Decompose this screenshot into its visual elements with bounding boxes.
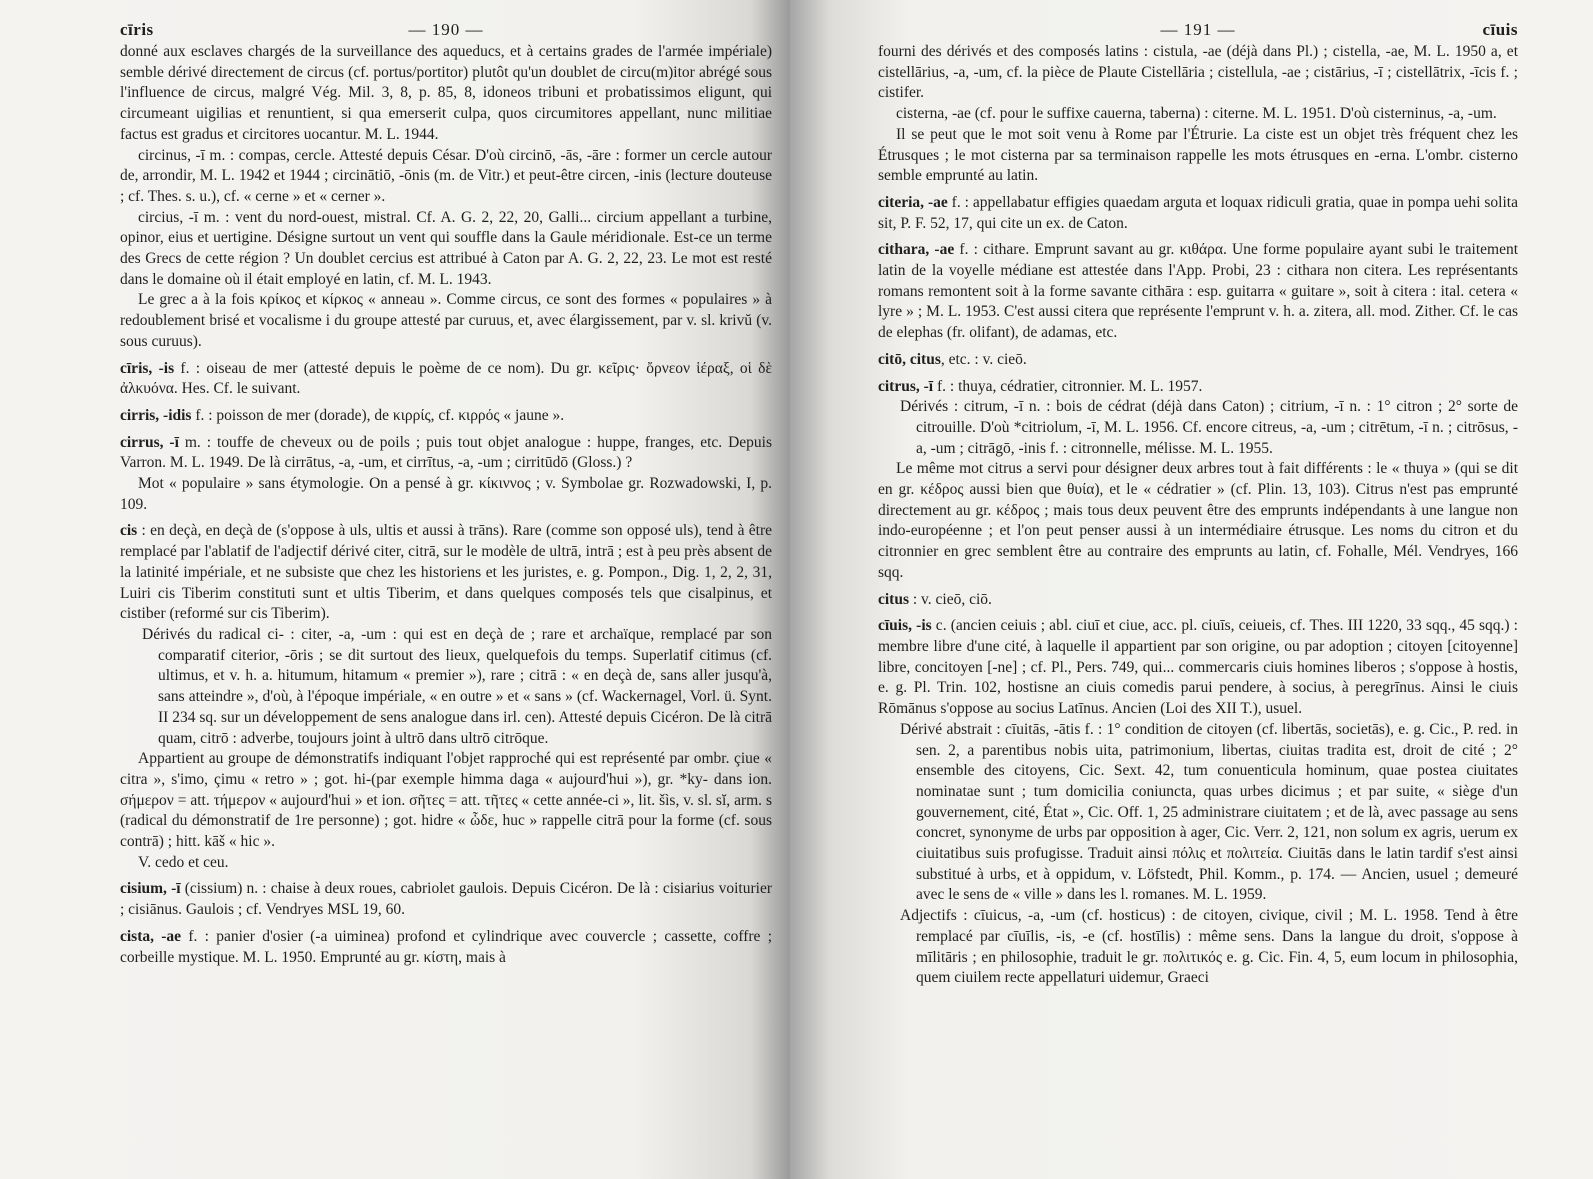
- entry-headword: citrus, -ī: [878, 377, 934, 395]
- entry-text: Dérivé abstrait : cīuitās, -ātis f. : 1° condition de citoyen (cf. libertās, societās), e. g. Cic., P. red. in sen. 2, a parentibus nobis uita, patrimonium, libertas, ciuitas tradita est, droit de cité ; 2° ensemble des citoyens, Cic. Sext. 42, tum conuenticula hominum, quae postea ciuitates nominatae sunt ; tum domicilia coniuncta, quas urbes dicimus ; et par suite, « siège d'un gouvernement, cité, État », Cic. Off. 1, 25 administrare ciuitatem ; et de là, avec passage au sens concret, synonyme de urbs par opposition à ager, Cic. Verr. 2, 121, non solum ex agris, uerum ex ciuitatibus suis profugisse. Traduit ainsi πόλις et πολιτεία. Ciuitās dans le latin tardif s'est ainsi substitué à urbs, et à oppidum, v. Löfstedt, Phil. Komm., p. 174. — Ancien, usuel ; demeuré avec le sens de « ville » dans les l. romanes. M. L. 1959.: [900, 720, 1518, 904]
- entry-text: Il se peut que le mot soit venu à Rome par l'Étrurie. La ciste est un objet très fréquent chez les Étrusques ; le mot cisterna par sa terminaison rappelle les mots étrusques en -erna. L'ombr. cisterno semble emprunté au latin.: [878, 125, 1518, 185]
- entry-text: Appartient au groupe de démonstratifs indiquant l'objet rapproché qui est représenté par ombr. çiue « citra », s'imo, çimu « retro » ; got. hi-(par exemple himma daga « aujourd'hui »), gr. *ky- dans ion. σήμερον = att. τήμερον « aujourd'hui » et ion. σῆτες = att. τῆτες « cette année-ci », lit. šìs, v. sl. sĭ, arm. s (radical du démonstratif de 1re personne) ; got. hidre « ὧδε, huc » rappelle citrā pour la forme (cf. sous contrā) ; hitt. kāš « hic ».: [120, 750, 772, 851]
- entry-headword: cīuis, -is: [878, 617, 932, 635]
- dictionary-entry: [120, 521, 772, 625]
- entry-paragraph: [878, 459, 1518, 583]
- right-running-head: cīuis: [1482, 20, 1518, 39]
- entry-paragraph: [120, 146, 772, 208]
- entry-text: : v. cieō, ciō.: [909, 590, 992, 608]
- right-page-header: [878, 14, 1518, 42]
- entry-text: f. : poisson de mer (dorade), de κιρρίς, cf. κιρρός « jaune ».: [191, 406, 565, 424]
- entry-text: f. : appellabatur effigies quaedam arguta et loquax ridiculi gratia, quae in pompa uehi solita sit, P. F. 52, 17, qui cite un ex. de Caton.: [878, 193, 1518, 232]
- dictionary-entry: [120, 433, 772, 474]
- left-page-number: — 190 —: [408, 20, 484, 39]
- entry-headword: cirrus, -ī: [120, 433, 179, 451]
- entry-text: : en deçà, en deçà de (s'oppose à uls, ultis et aussi à trāns). Rare (comme son opposé uls), tend à être remplacé par l'ablatif de l'adjectif dérivé citer, citrā, sur le modèle de ultrā, intrā ; est à peu près absent de la latinité impériale, et ne subsiste que chez les historiens et les juristes, e. g. Pompon., Dig. 1, 2, 2, 31, Luiri cis Tiberim constituti sunt et ultis Tiberim, et dans quelques composés tels que cisalpinus, et cistiber (reformé sur cis Tiberim).: [120, 522, 772, 623]
- entry-text: (cissium) n. : chaise à deux roues, cabriolet gaulois. Depuis Cicéron. De là : cisiarius voiturier ; cisiānus. Gaulois ; cf. Vendryes MSL 19, 60.: [120, 880, 772, 919]
- left-page-header: [120, 14, 772, 42]
- dictionary-entry: [878, 240, 1518, 344]
- entry-paragraph: [120, 853, 772, 874]
- entry-paragraph: [878, 720, 1518, 906]
- entry-text: f. : panier d'osier (-a uiminea) profond et cylindrique avec couvercle ; cassette, coffre ; corbeille mystique. M. L. 1950. Emprunté au gr. κίστη, mais à: [120, 927, 772, 966]
- entry-text: Le même mot citrus a servi pour désigner deux arbres tout à fait différents : le « thuya » (qui se dit en gr. κέδρος aussi bien que θυία), et le « cédratier » (cf. Plin. 13, 103). Citrus n'est pas emprunté directement au gr. κέδρος ; mais tous deux peuvent être des emprunts indépendants à une langue non indo-européenne ; et l'on peut penser aussi à un intermédiaire étrusque. Les noms du citron et du citronnier en grec semblent être au contraire des emprunts au latin, cf. Fohalle, Mél. Vendryes, 166 sqq.: [878, 460, 1518, 581]
- entry-headword: cirris, -idis: [120, 406, 192, 424]
- entry-paragraph: [120, 42, 772, 146]
- dictionary-entry: [120, 359, 772, 400]
- left-running-head: cīris: [120, 20, 154, 39]
- entry-paragraph: [120, 625, 772, 749]
- entry-paragraph: [878, 906, 1518, 989]
- entry-text: Dérivés du radical ci- : citer, -a, -um : qui est en deçà de ; rare et archaïque, remplacé par son comparatif citerior, -ōris ; se dit surtout des lieux, quelquefois du temps. Superlatif citimus (cf. ultimus, et v. h. a. hitumum, hitamum « premier »), rare ; citrā : « en deçà de, sans aller jusqu'à, sans atteindre », d'où, à l'époque impériale, « en outre » et « sans » (cf. Wackernagel, Vorl. ü. Synt. II 234 sq. sur un développement de sens analogue dans irl. cen). Attesté depuis Cicéron. De là citrā quam, citrō : adverbe, toujours joint à ultrō dans ultrō citrōque.: [142, 625, 772, 747]
- entry-text: V. cedo et ceu.: [138, 853, 229, 871]
- entry-headword: cis: [120, 522, 138, 540]
- entry-text: circius, -ī m. : vent du nord-ouest, mistral. Cf. A. G. 2, 22, 20, Galli... circium appellant a turbine, opinor, eius et uertigine. Désigne surtout un vent qui souffle dans la Gaule méridionale. Est-ce un terme des Grecs de cette région ? Un doublet cercius est attribué à Caton par A. G. 2, 22, 23. Le mot est resté dans le domaine où il était employé en latin, cf. M. L. 1943.: [120, 208, 772, 288]
- entry-text: , etc. : v. cieō.: [940, 350, 1027, 368]
- entry-text: circinus, -ī m. : compas, cercle. Attesté depuis César. D'où circinō, -ās, -āre : former un cercle autour de, arrondir, M. L. 1942 et 1944 ; circinātiō, -ōnis (m. de Vitr.) et peut-être circen, -inis (lecture douteuse ; cf. Thes. s. u.), cf. « cerne » et « cerner ».: [120, 146, 772, 205]
- entry-paragraph: [120, 749, 772, 853]
- dictionary-entry: [878, 616, 1518, 720]
- entry-headword: citeria, -ae: [878, 193, 948, 211]
- right-page-number: — 191 —: [1160, 20, 1236, 39]
- entry-text: f. : oiseau de mer (attesté depuis le poème de ce nom). Du gr. κεῖρις· ὄρνεον ἱέραξ, οἱ δὲ ἀλκυόνα. Hes. Cf. le suivant.: [120, 359, 772, 398]
- left-page: [0, 0, 790, 1179]
- entry-headword: cīris, -is: [120, 359, 175, 377]
- entry-text: Dérivés : citrum, -ī n. : bois de cédrat (déjà dans Caton) ; citrium, -ī n. : 1° citron ; 2° sorte de citrouille. D'où *citriolum, -ī, M. L. 1956. Cf. encore citreus, -a, -um ; citrētum, -ī n. ; citrōsus, -a, -um ; citrāgō, -inis f. : citronnelle, mélisse. M. L. 1955.: [900, 398, 1518, 457]
- entry-headword: cisium, -ī: [120, 880, 181, 898]
- left-column-text: [120, 42, 772, 968]
- entry-headword: citō, citus: [878, 350, 941, 368]
- entry-text: f. : thuya, cédratier, citronnier. M. L. 1957.: [933, 377, 1203, 395]
- dictionary-entry: [120, 927, 772, 968]
- entry-text: f. : cithare. Emprunt savant au gr. κιθάρα. Une forme populaire ayant subi le traitement latin de la voyelle médiane est attestée dans l'App. Probi, 23 : cithara non citera. Les représentants romans remontent soit à la forme savante cithāra : esp. guitarra « guitare », soit à citera : ital. cetera « lyre » ; M. L. 1953. C'est aussi citera que représente l'emprunt v. h. a. zitera, all. mod. Zither. Cf. le cas de elephas (fr. olifant), de adamas, etc.: [878, 241, 1519, 342]
- entry-paragraph: [878, 104, 1518, 125]
- entry-paragraph: [120, 290, 772, 352]
- entry-text: Le grec a à la fois κρίκος et κίρκος « anneau ». Comme circus, ce sont des formes « populaires » à redoublement brisé et vocalisme i du groupe attesté par curuus, et, avec élargissement, par v. sl. krivŭ (v. sous curuus).: [120, 291, 772, 350]
- dictionary-entry: [878, 590, 1518, 611]
- entry-headword: cista, -ae: [120, 927, 182, 945]
- entry-text: fourni des dérivés et des composés latins : cistula, -ae (déjà dans Pl.) ; cistella, -ae, M. L. 1950 a, et cistellārius, -a, -um, cf. la pièce de Plaute Cistellāria ; cistellula, -ae ; cistārius, -ī ; cistellātrix, -īcis f. ; cistifer.: [878, 43, 1518, 102]
- entry-headword: cithara, -ae: [878, 241, 955, 259]
- dictionary-entry: [120, 406, 772, 427]
- entry-text: m. : touffe de cheveux ou de poils ; puis tout objet analogue : huppe, franges, etc. Depuis Varron. M. L. 1949. De là cirrātus, -a, -um, et cirrītus, -a, -um ; cirritūdō (Gloss.) ?: [120, 433, 772, 472]
- entry-text: Mot « populaire » sans étymologie. On a pensé à gr. κίκιννος ; v. Symbolae gr. Rozwadowski, I, p. 109.: [120, 475, 772, 513]
- right-column-text: [878, 42, 1518, 989]
- entry-text: Adjectifs : cīuicus, -a, -um (cf. hosticus) : de citoyen, civique, civil ; M. L. 1958. Tend à être remplacé par cīuīlis, -is, -e (cf. hostīlis) : même sens. Dans la langue du droit, s'oppose à mīlitāris ; en philosophie, traduit le gr. πολιτικός e. g. Cic. Fin. 4, 5, eum locum in philosophia, quem ciuilem recte appellaturi uidemur, Graeci: [900, 907, 1518, 987]
- entry-paragraph: [120, 474, 772, 515]
- entry-paragraph: [878, 42, 1518, 104]
- dictionary-entry: [120, 879, 772, 920]
- entry-paragraph: [878, 397, 1518, 459]
- dictionary-entry: [878, 193, 1518, 234]
- entry-text: cisterna, -ae (cf. pour le suffixe cauerna, taberna) : citerne. M. L. 1951. D'où cisterninus, -a, -um.: [896, 105, 1497, 123]
- right-page: [790, 0, 1593, 1179]
- entry-paragraph: [878, 125, 1518, 187]
- dictionary-entry: [878, 377, 1518, 398]
- dictionary-entry: [878, 350, 1518, 371]
- entry-text: c. (ancien ceiuis ; abl. ciuī et ciue, acc. pl. ciuīs, ceiueis, cf. Thes. III 1220, 33 sqq., 45 sqq.) : membre libre d'une cité, à laquelle il appartient par son origine, ou par adoption ; citoyen [citoyenne] libre, concitoyen [-ne] ; cf. Pl., Pers. 749, qui... commercaris ciuis homines liberos ; s'oppose à hostis, e. g. Pl. Trin. 102, hostisne an ciuis comedis parui pendere, à socius, à peregrīnus. Ainsi le ciuis Rōmānus s'oppose au socius Latīnus. Ancien (Loi des XII T.), usuel.: [878, 617, 1518, 718]
- entry-text: donné aux esclaves chargés de la surveillance des aqueducs, et à certains grades de l'armée impériale) semble dérivé directement de circus (cf. portus/portitor) plutôt qu'un doublet de circu(m)itor abrégé sous l'influence de circus, malgré Vég. Mil. 3, 8, p. 85, 8, idoneos tribuni et probatissimos eligunt, qui circumeant uigilias et renuntient, si qua emerserit culpa, quos circumitores appellant, nunc militiae factus est gradus et circitores uocantur. M. L. 1944.: [120, 43, 772, 143]
- entry-headword: citus: [878, 590, 909, 608]
- entry-paragraph: [120, 208, 772, 291]
